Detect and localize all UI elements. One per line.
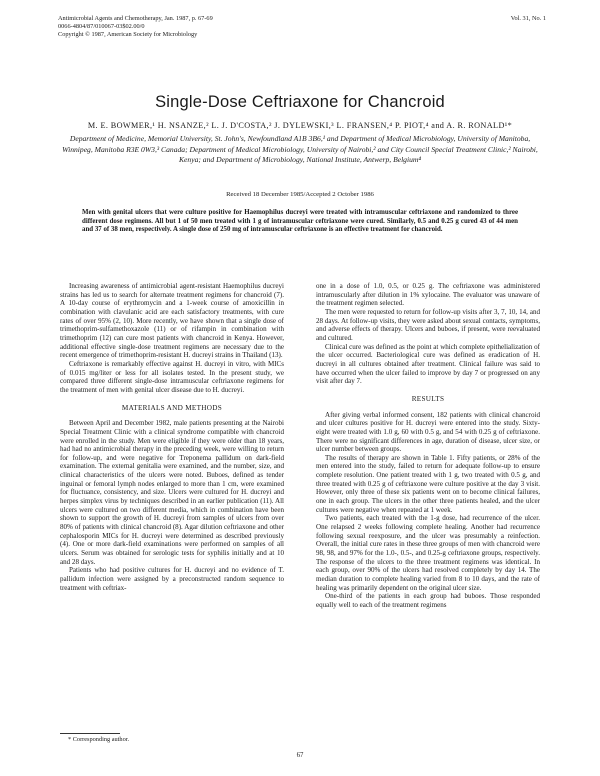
body-paragraph: The results of therapy are shown in Table 1. Fifty patients, or 28% of the men entered into the study, failed to return for adequate follow-up to ensure complete resolution. One patient treated with 1 g, two treated with 0.5 g, and three treated with 0.25 g of ceftriaxone were culture positive at the day 3 visit. However, only three of these six patients went on to become clinical failures, one in each group. The ulcers in the other three patients healed, and the ulcer cultures were negative when repeated at 1 week. bbox=[316, 453, 540, 514]
issn-line: 0066-4804/87/010067-03$02.00/0 bbox=[58, 23, 145, 30]
body-paragraph: One-third of the patients in each group had buboes. Those responded equally well to each of the treatment regimens bbox=[316, 592, 540, 609]
journal-line: Antimicrobial Agents and Chemotherapy, Jan. 1987, p. 67-69 bbox=[58, 15, 213, 22]
body-paragraph: one in a dose of 1.0, 0.5, or 0.25 g. The ceftriaxone was administered intramuscularly after dilution in 1% xylocaine. The evaluator was unaware of the treatment regimen selected. bbox=[316, 282, 540, 308]
left-column bbox=[60, 282, 284, 592]
body-paragraph: Two patients, each treated with the 1-g dose, had recurrence of the ulcer. One relapsed 2 weeks following complete healing. Another had recurrence following sexual reexposure, and the ulcer was presumably a reinfection. Overall, the initial cure rates in these three groups of men with chancroid were 98, 98, and 97% for the 1.0-, 0.5-, and 0.25-g ceftriaxone groups, respectively. The response of the ulcers to the three treatment regimens was identical. In each group, over 90% of the ulcers had resolved completely by day 14. The median duration to complete healing varied from 8 to 10 days, and the rate of healing was primarily dependent on the original ulcer size. bbox=[316, 514, 540, 592]
article-title: Single-Dose Ceftriaxone for Chancroid bbox=[155, 93, 445, 111]
page-number: 67 bbox=[296, 752, 304, 759]
intro-paragraph: Increasing awareness of antimicrobial agent-resistant Haemophilus ducreyi strains has led us to search for alternate treatment regimens for chancroid (7). A 10-day course of erythromycin and a 1-week course of amoxicillin in combination with clavulanic acid are each satisfactory treatments, with cure rates of over 95% (2, 10). More recently, we have shown that a single dose of trimethoprim-sulfamethoxazole (11) or of rifampin in combination with trimethoprim (12) can cure most patients with chancroid in Kenya. However, additional effective single-dose treatment regimens are necessary due to the recent emergence of trimethoprim-resistant H. ducreyi strains in Thailand (13). bbox=[60, 282, 284, 360]
footnote: * Corresponding author. bbox=[68, 736, 130, 743]
body-paragraph: After giving verbal informed consent, 182 patients with clinical chancroid and ulcer cultures positive for H. ducreyi were entered into the study. Sixty-eight were treated with 1.0 g, 60 with 0.5 g, and 54 with 0.25 g of ceftriaxone. There were no significant differences in age, duration of disease, ulcer size, or ulcer number between groups. bbox=[316, 410, 540, 454]
received-date: Received 18 December 1985/Accepted 2 October 1986 bbox=[226, 191, 374, 198]
footnote-divider bbox=[60, 733, 120, 734]
affiliations: Department of Medicine, Memorial University, St. John's, Newfoundland A1B 3B6,¹ and Department of Medical Microbiology, University of Manitoba, Winnipeg, Manitoba R3E 0W3,³ Canada; Department of Medical Microbiology, University of Nairobi,² and City Council Special Treatment Clinic,² Nairobi, Kenya; and Department of Microbiology, National Institute, Antwerp, Belgium⁴ bbox=[62, 134, 538, 165]
results-heading: RESULTS bbox=[411, 394, 445, 403]
body-paragraph: Clinical cure was defined as the point at which complete epithelialization of the ulcer occurred. Bacteriological cure was defined as eradication of H. ducreyi in all cultures obtained after treatment. Clinical failure was said to have occurred when the ulcer failed to improve by day 7 or progressed on any visit after day 7. bbox=[316, 342, 540, 386]
volume-line: Vol. 31, No. 1 bbox=[510, 15, 546, 22]
body-paragraph: Between April and December 1982, male patients presenting at the Nairobi Special Treatment Clinic with a clinical syndrome compatible with chancroid were enrolled in the study. Men were eligible if they were older than 18 years, had had no antimicrobial therapy in the preceding week, were willing to return for follow-up, and were negative for Treponema pallidum on dark-field examination. The external genitalia were examined, and the number, size, and clinical characteristics of the ulcers were noted. Buboes, defined as tender inguinal or femoral lymph nodes enlarged to more than 1 cm, were examined for fluctuance, consistency, and size. Ulcers were cultured for H. ducreyi and herpes simplex virus by techniques described in an earlier publication (11). All ulcers were cultured on two different media, which in combination have been shown to support the growth of H. ducreyi from samples of ulcers from over 80% of patients with clinical chancroid (8). Agar dilution ceftriaxone and other cephalosporin MICs for H. ducreyi were determined as described previously (4). One or more dark-field examinations were performed on samples of all ulcers. Serum was obtained for serologic tests for syphilis initially and at 10 and 28 days. bbox=[60, 419, 284, 566]
methods-heading: MATERIALS AND METHODS bbox=[121, 403, 223, 412]
body-paragraph: The men were requested to return for follow-up visits after 3, 7, 10, 14, and 28 days. At follow-up visits, they were asked about sexual contacts, symptoms, and adverse effects of therapy. Ulcers and buboes, if present, were reevaluated and cultured. bbox=[316, 307, 540, 342]
body-paragraph: Ceftriaxone is remarkably effective against H. ducreyi in vitro, with MICs of 0.015 mg/liter or less for all isolates tested. In the present study, we compared three different single-dose intramuscular ceftriaxone regimens for the treatment of men with genital ulcer disease due to H. ducreyi. bbox=[60, 359, 284, 394]
abstract: Men with genital ulcers that were culture positive for Haemophilus ducreyi were treated with intramuscular ceftriaxone and randomized to three different dose regimens. All but 1 of 50 men treated with 1 g of intramuscular ceftriaxone were cured. Similarly, 0.5 and 0.25 g cured 43 of 44 men and 37 of 38 men, respectively. A single dose of 250 mg of intramuscular ceftriaxone is an effective treatment for chancroid. bbox=[82, 209, 518, 234]
copyright-line: Copyright © 1987, American Society for Microbiology bbox=[58, 31, 198, 38]
right-column bbox=[316, 282, 540, 610]
body-paragraph: Patients who had positive cultures for H. ducreyi and no evidence of T. pallidum infection were assigned by a preconstructed random sequence to treatment with ceftriax- bbox=[60, 566, 284, 592]
journal-header bbox=[58, 15, 546, 39]
author-list: M. E. BOWMER,¹ H. NSANZE,² L. J. D'COSTA,² J. DYLEWSKI,³ L. FRANSEN,⁴ P. PIOT,⁴ and A. R. RONALD¹* bbox=[87, 121, 513, 130]
